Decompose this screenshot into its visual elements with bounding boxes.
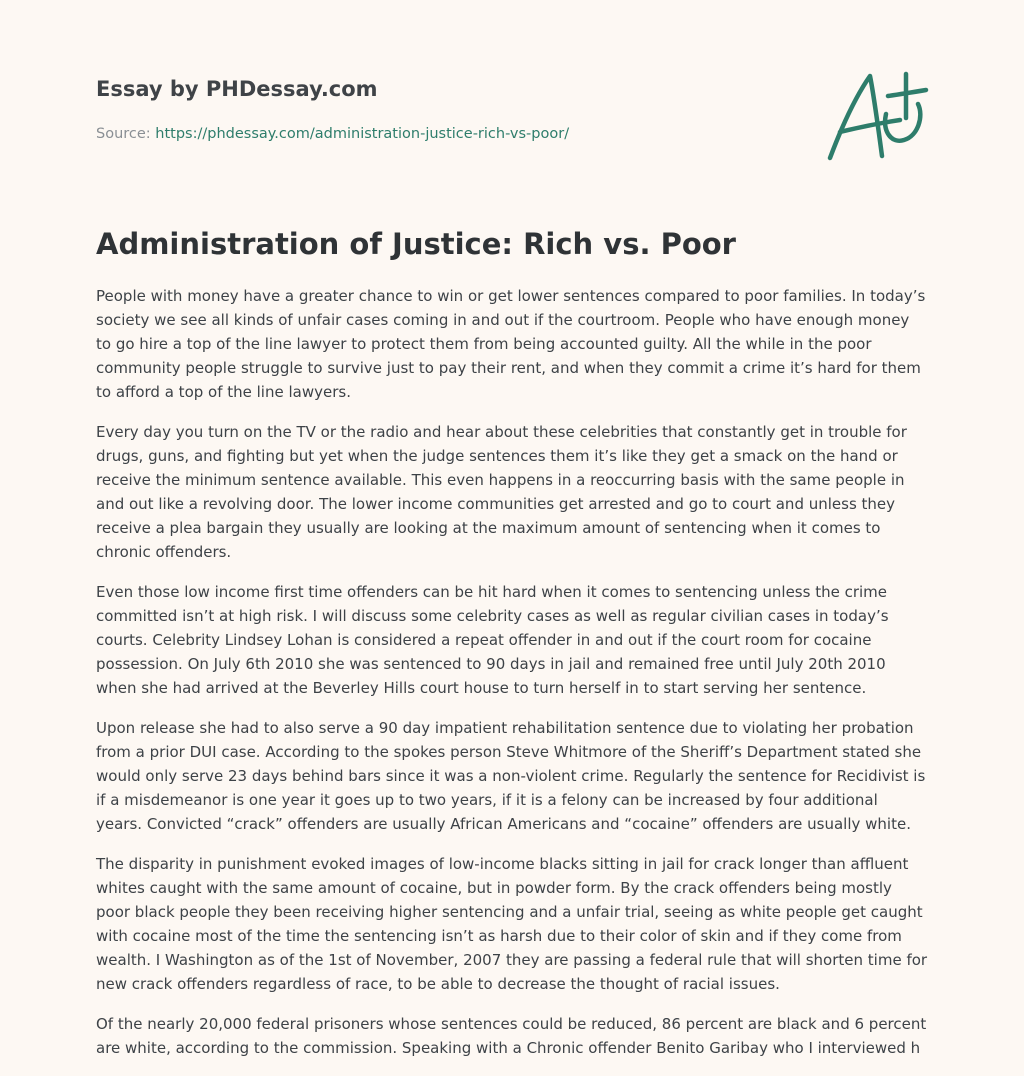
a-plus-logo: [822, 66, 932, 166]
source-line: [96, 124, 716, 144]
essay-paragraph: Even those low income first time offenders can be hit hard when it comes to sentencing unless the crime committed isn’t at high risk. I will discuss some celebrity cases as well as regular civilian cases in today’s courts. Celebrity Lindsey Lohan is considered a repeat offender in and out if the court room for cocaine possession. On July 6th 2010 she was sentenced to 90 days in jail and remained free until July 20th 2010 when she had arrived at the Beverley Hills court house to turn herself in to start serving her sentence.: [96, 583, 889, 697]
source-link[interactable]: https://phdessay.com/administration-justice-rich-vs-poor/: [155, 126, 570, 142]
essay-paragraph: Of the nearly 20,000 federal prisoners whose sentences could be reduced, 86 percent are black and 6 percent are white, according to the commission. Speaking with a Chronic offender Benito Garibay who I interviewed h: [96, 1015, 927, 1057]
essay-paragraph: The disparity in punishment evoked images of low-income blacks sitting in jail for crack longer than affluent whites caught with the same amount of cocaine, but in powder form. By the crack offenders being mostly poor black people they been receiving higher sentencing and a unfair trial, seeing as white people get caught with cocaine most of the time the sentencing isn’t as harsh due to their color of skin and if they come from wealth. I Washington as of the 1st of November, 2007 they are passing a federal rule that will shorten time for new crack offenders regardless of race, to be able to decrease the thought of racial issues.: [96, 855, 928, 993]
a-plus-logo-icon: [822, 66, 932, 166]
essay-paragraph: Every day you turn on the TV or the radio and hear about these celebrities that constantly get in trouble for drugs, guns, and fighting but yet when the judge sentences them it’s like they get a smack on the hand or receive the minimum sentence available. This even happens in a reoccurring basis with the same people in and out like a revolving door. The lower income communities get arrested and go to court and unless they receive a plea bargain they usually are looking at the maximum amount of sentencing when it comes to chronic offenders.: [96, 423, 907, 561]
essay-title: Administration of Justice: Rich vs. Poor: [96, 227, 736, 261]
essay-body: [96, 284, 928, 1076]
essay-paragraph: Upon release she had to also serve a 90 day impatient rehabilitation sentence due to violating her probation from a prior DUI case. According to the spokes person Steve Whitmore of the Sheriff’s Department stated she would only serve 23 days behind bars since it was a non-violent crime. Regularly the sentence for Recidivist is if a misdemeanor is one year it goes up to two years, if it is a felony can be increased by four additional years. Convicted “crack” offenders are usually African Americans and “cocaine” offenders are usually white.: [96, 719, 926, 833]
essay-header: [96, 74, 716, 144]
source-label: Source:: [96, 126, 156, 142]
brand-title: Essay by PHDessay.com: [96, 77, 378, 101]
essay-paragraph: People with money have a greater chance to win or get lower sentences compared to poor families. In today’s society we see all kinds of unfair cases coming in and out if the courtroom. People who have enough money to go hire a top of the line lawyer to protect them from being accounted guilty. All the while in the poor community people struggle to survive just to pay their rent, and when they commit a crime it’s hard for them to afford a top of the line lawyers.: [96, 287, 926, 401]
